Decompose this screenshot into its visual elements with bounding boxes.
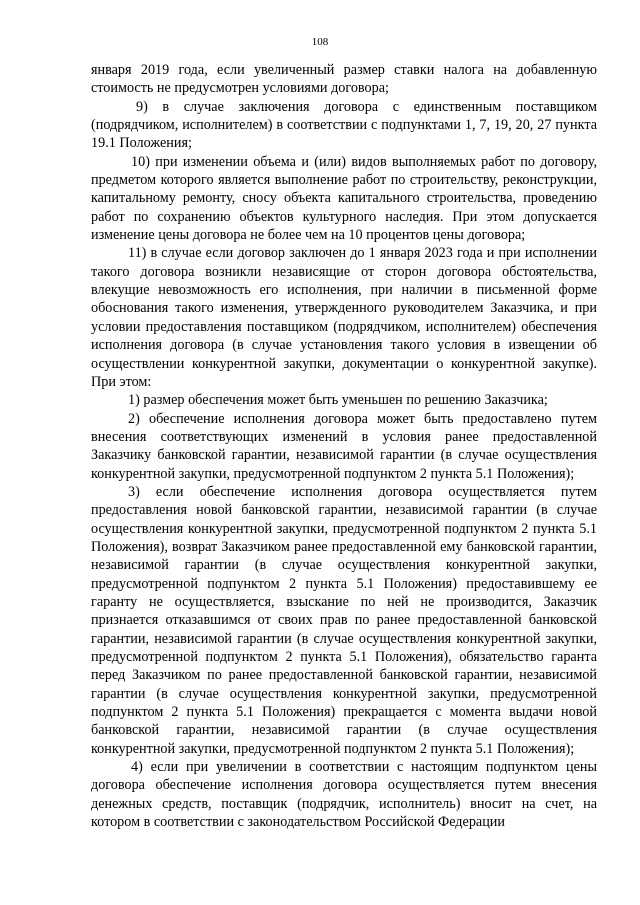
page-number: 108 — [311, 36, 329, 48]
paragraph-item-10: 10) при изменении объема и (или) видов выполняемых работ по договору, предметом которого является выполнение работ по строительству, реконструкции, капитальному ремонту, сносу объекта капитального строительства, проведению работ по сохранению объектов культурного наследия. При этом допускается изменение цены договора не более чем на 10 процентов цены договора; — [91, 153, 597, 244]
paragraph-continuation: января 2019 года, если увеличенный размер ставки налога на добавленную стоимость не предусмотрен условиями договора; — [91, 62, 597, 97]
subitem-1: 1) размер обеспечения может быть уменьшен по решению Заказчика; — [128, 392, 548, 409]
paragraph-item-11: 11) в случае если договор заключен до 1 января 2023 года и при исполнении такого договора возникли независящие от сторон договора обстоятельства, влекущие невозможность его исполнения, при наличии в письменной форме обоснования такого изменения, утвержденного руководителем Заказчика, и при условии предоставления поставщиком (подрядчиком, исполнителем) обеспечения исполнения договора (в случае установления такого условия в извещении об осуществлении конкурентной закупки, документации о конкурентной закупке). При этом: — [91, 245, 597, 390]
document-body — [91, 61, 597, 831]
paragraph-item-9: 9) в случае заключения договора с единственным поставщиком (подрядчиком, исполнителем) в соответствии с подпунктами 1, 7, 19, 20, 27 пункта 19.1 Положения; — [91, 98, 597, 152]
subitem-4: 4) если при увеличении в соответствии с настоящим подпунктом цены договора обеспечение исполнения договора осуществляется путем внесения денежных средств, поставщик (подрядчик, исполнитель) вносит на счет, на котором в соответствии с законодательством Российской Федерации — [91, 759, 597, 831]
subitem-3: 3) если обеспечение исполнения договора осуществляется путем предоставления новой банковской гарантии, независимой гарантии (в случае осуществления конкурентной закупки, предусмотренной подпунктом 2 пункта 5.1 Положения), возврат Заказчиком ранее предоставленной ему банковской гарантии, независимой гарантии (в случае осуществления конкурентной закупки, предусмотренной подпунктом 2 пункта 5.1 Положения) предоставившему ее гаранту не осуществляется, взыскание по ней не производится, Заказчик признается отказавшимся от своих прав по ранее предоставленной банковской гарантии, независимой гарантии (в случае осуществления конкурентной закупки, предусмотренной подпунктом 2 пункта 5.1 Положения), обязательство гаранта перед Заказчиком по ранее предоставленной банковской гарантии, независимой гарантии (в случае осуществления конкурентной закупки, предусмотренной подпунктом 2 пункта 5.1 Положения) прекращается с момента выдачи новой банковской гарантии, независимой гарантии (в случае осуществления конкурентной закупки, предусмотренной подпунктом 2 пункта 5.1 Положения); — [91, 483, 597, 757]
subitem-2: 2) обеспечение исполнения договора может быть предоставлено путем внесения соответствующих изменений в условия ранее предоставленной Заказчику банковской гарантии, независимой гарантии (в случае осуществления конкурентной закупки, предусмотренной подпунктом 2 пункта 5.1 Положения); — [91, 410, 597, 482]
